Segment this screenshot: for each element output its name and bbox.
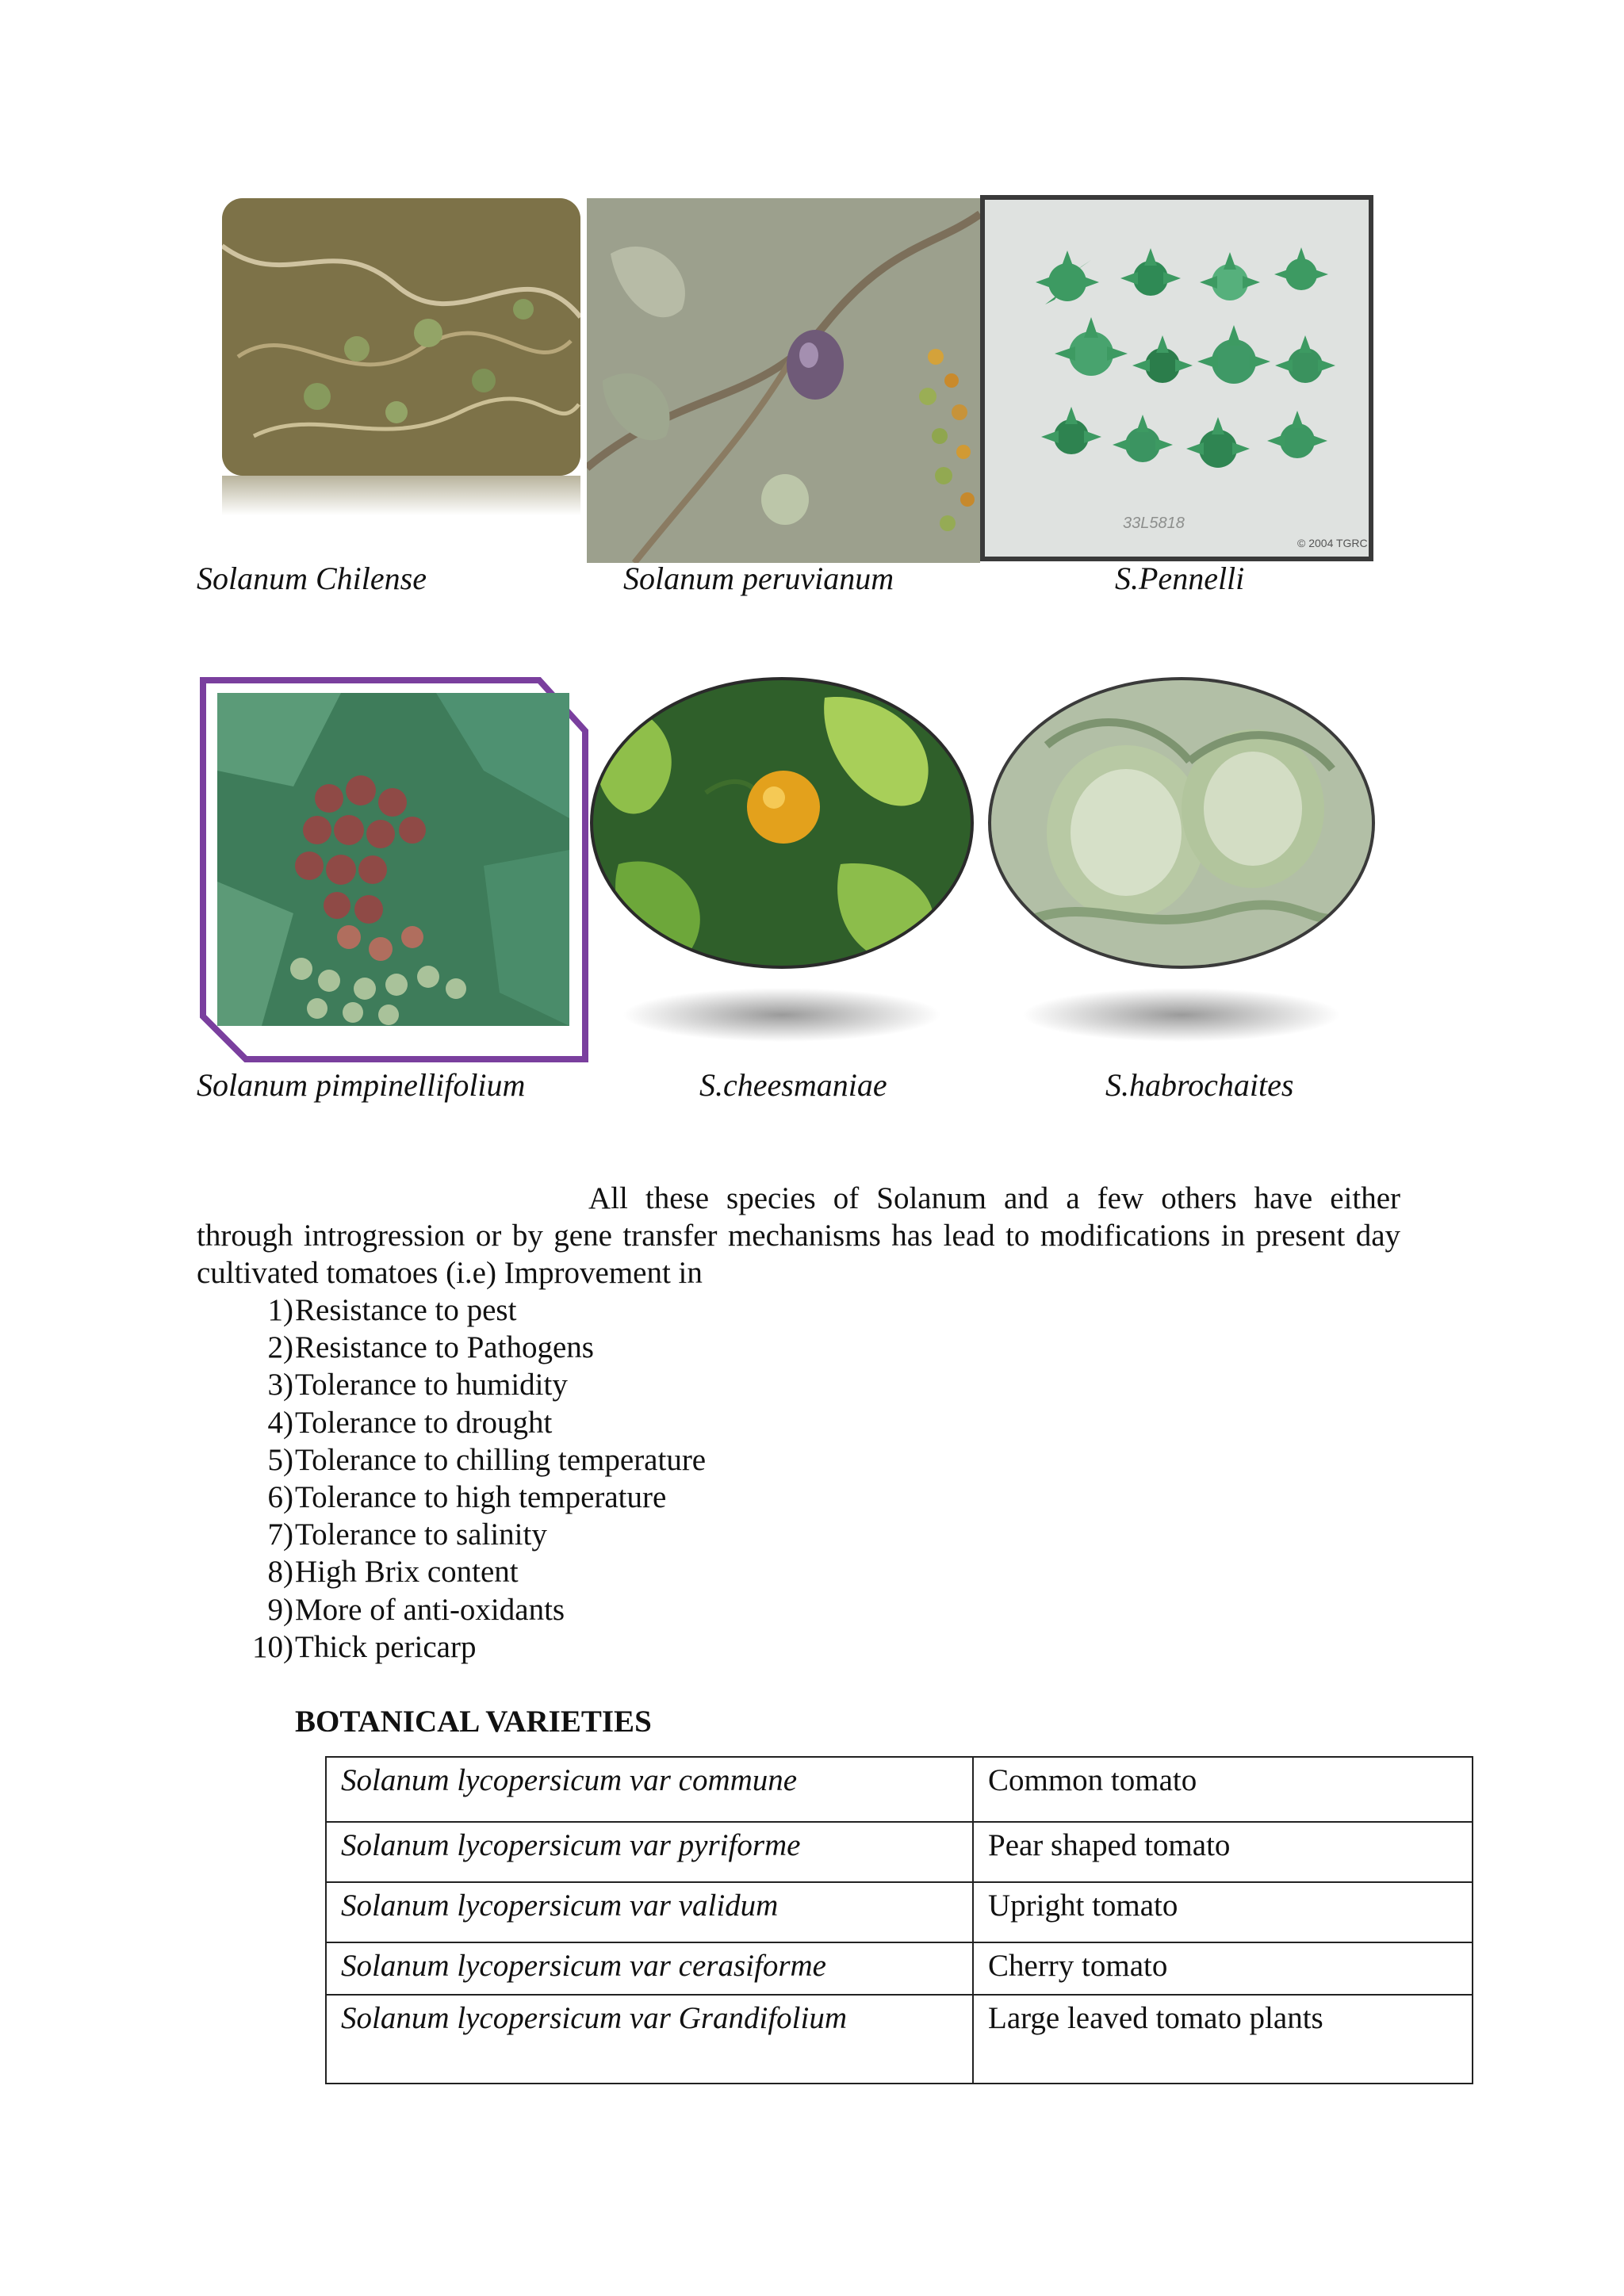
list-item-number: 7) (267, 1517, 293, 1552)
table-cell-common-name: Large leaved tomato plants (973, 1995, 1473, 2084)
pennelli-copyright-mark: © 2004 TGRC (1297, 537, 1368, 549)
list-item (238, 1404, 706, 1441)
list-item-text: More of anti-oxidants (295, 1592, 565, 1627)
list-item (238, 1516, 706, 1553)
list-item (238, 1628, 706, 1666)
list-item-text: Tolerance to humidity (295, 1368, 568, 1402)
list-item-number: 6) (267, 1480, 293, 1515)
photo-s-cheesmaniae (587, 674, 977, 1047)
list-item-text: Tolerance to drought (295, 1405, 553, 1440)
list-item (238, 1553, 706, 1590)
improvements-list (238, 1292, 706, 1666)
list-item-text: Tolerance to high temperature (295, 1480, 667, 1515)
table-row (326, 1757, 1473, 1822)
caption-s-pennelli: S.Pennelli (1115, 561, 1245, 596)
caption-s-cheesmaniae: S.cheesmaniae (699, 1067, 887, 1103)
list-item (238, 1329, 706, 1366)
table-cell-scientific-name: Solanum lycopersicum var pyriforme (326, 1822, 973, 1882)
list-item-number: 3) (267, 1368, 293, 1402)
table-cell-common-name: Common tomato (973, 1757, 1473, 1822)
caption-s-habrochaites: S.habrochaites (1105, 1067, 1294, 1103)
table-cell-common-name: Pear shaped tomato (973, 1822, 1473, 1882)
photo-solanum-peruvianum (587, 198, 980, 563)
list-item (238, 1441, 706, 1479)
photo-solanum-chilense (222, 198, 580, 515)
list-item (238, 1591, 706, 1628)
list-item (238, 1366, 706, 1403)
list-item-number: 9) (267, 1592, 293, 1627)
caption-solanum-pimpinellifolium: Solanum pimpinellifolium (197, 1067, 526, 1103)
list-item-number: 4) (267, 1405, 293, 1440)
table-cell-common-name: Upright tomato (973, 1882, 1473, 1942)
list-item-text: Tolerance to chilling temperature (295, 1442, 707, 1477)
intro-paragraph (197, 1180, 1400, 1292)
caption-solanum-chilense: Solanum Chilense (197, 561, 427, 596)
table-row (326, 1995, 1473, 2084)
list-item-text: Resistance to Pathogens (295, 1330, 594, 1365)
list-item-text: Resistance to pest (295, 1293, 517, 1327)
pennelli-accession-mark: 33L5818 (1123, 515, 1185, 532)
table-cell-scientific-name: Solanum lycopersicum var validum (326, 1882, 973, 1942)
photo-s-pennelli (980, 195, 1373, 561)
list-item-number: 5) (267, 1442, 293, 1477)
table-cell-common-name: Cherry tomato (973, 1942, 1473, 1995)
paragraph-text: All these species of Solanum and a few others have either through introgression or by gene transfer mechanisms has lead to modifications in present day cultivated tomatoes (i.e) Improvement in (197, 1181, 1400, 1290)
table-row (326, 1822, 1473, 1882)
table-cell-scientific-name: Solanum lycopersicum var cerasiforme (326, 1942, 973, 1995)
botanical-varieties-table (325, 1756, 1473, 2084)
list-item (238, 1479, 706, 1516)
list-item-number: 8) (267, 1555, 293, 1590)
table-cell-scientific-name: Solanum lycopersicum var commune (326, 1757, 973, 1822)
section-heading: BOTANICAL VARIETIES (295, 1705, 652, 1739)
table-row (326, 1882, 1473, 1942)
photo-solanum-pimpinellifolium (198, 675, 590, 1064)
table-row (326, 1942, 1473, 1995)
list-item-text: Thick pericarp (295, 1629, 477, 1664)
list-item-number: 10) (252, 1629, 293, 1664)
caption-solanum-peruvianum: Solanum peruvianum (623, 561, 894, 596)
photo-s-habrochaites (983, 674, 1380, 1047)
list-item-text: High Brix content (295, 1555, 519, 1590)
table-cell-scientific-name: Solanum lycopersicum var Grandifolium (326, 1995, 973, 2084)
list-item-number: 2) (267, 1330, 293, 1365)
list-item-text: Tolerance to salinity (295, 1517, 547, 1552)
list-item-number: 1) (267, 1293, 293, 1327)
list-item (238, 1292, 706, 1329)
